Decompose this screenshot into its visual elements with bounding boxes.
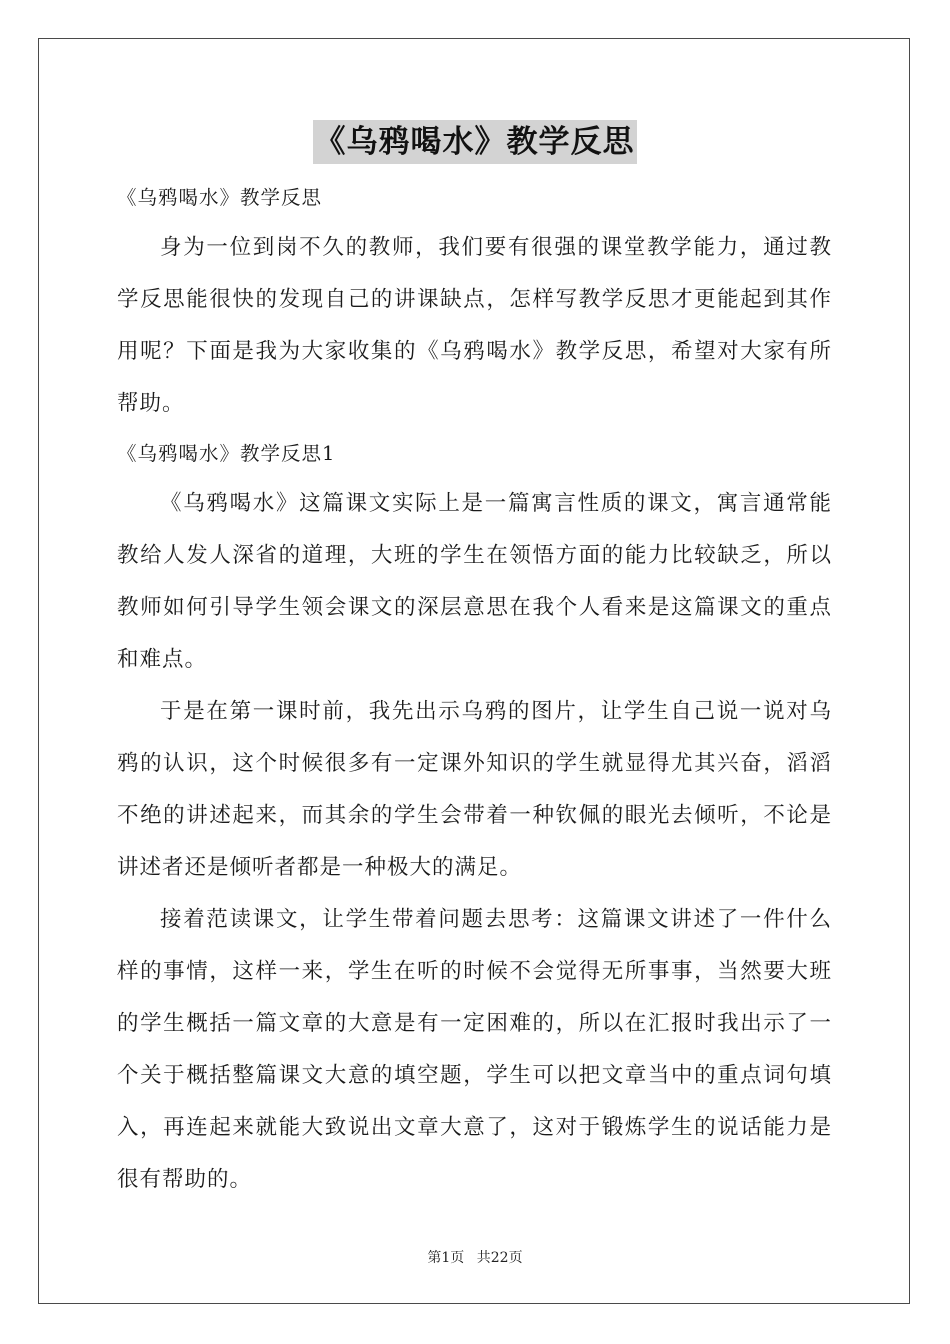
title-container bbox=[117, 120, 832, 164]
page-number-total: 共22页 bbox=[476, 1250, 523, 1266]
document-subtitle: 《乌鸦喝水》教学反思 bbox=[117, 186, 323, 209]
body-paragraph-1: 《乌鸦喝水》这篇课文实际上是一篇寓言性质的课文，寓言通常能教给人发人深省的道理，大班的学生在领悟方面的能力比较缺乏，所以教师如何引导学生领会课文的深层意思在我个人看来是这篇课文的重点和难点。 bbox=[117, 491, 832, 672]
document-title: 《乌鸦喝水》教学反思 bbox=[313, 120, 637, 164]
body-paragraph-2: 于是在第一课时前，我先出示乌鸦的图片，让学生自己说一说对乌鸦的认识，这个时候很多有一定课外知识的学生就显得尤其兴奋，滔滔不绝的讲述起来，而其余的学生会带着一种钦佩的眼光去倾听，不论是讲述者还是倾听者都是一种极大的满足。 bbox=[117, 699, 832, 880]
page-footer bbox=[0, 1247, 950, 1267]
intro-paragraph: 身为一位到岗不久的教师，我们要有很强的课堂教学能力，通过教学反思能很快的发现自己的讲课缺点，怎样写教学反思才更能起到其作用呢？下面是我为大家收集的《乌鸦喝水》教学反思，希望对大家有所帮助。 bbox=[117, 235, 832, 416]
body-paragraph-3: 接着范读课文，让学生带着问题去思考：这篇课文讲述了一件什么样的事情，这样一来，学生在听的时候不会觉得无所事事，当然要大班的学生概括一篇文章的大意是有一定困难的，所以在汇报时我出示了一个关于概括整篇课文大意的填空题，学生可以把文章当中的重点词句填入，再连起来就能大致说出文章大意了，这对于锻炼学生的说话能力是很有帮助的。 bbox=[117, 907, 832, 1192]
document-body bbox=[117, 120, 832, 1206]
section-heading: 《乌鸦喝水》教学反思1 bbox=[117, 442, 336, 465]
page-number-current: 第1页 bbox=[427, 1250, 465, 1266]
